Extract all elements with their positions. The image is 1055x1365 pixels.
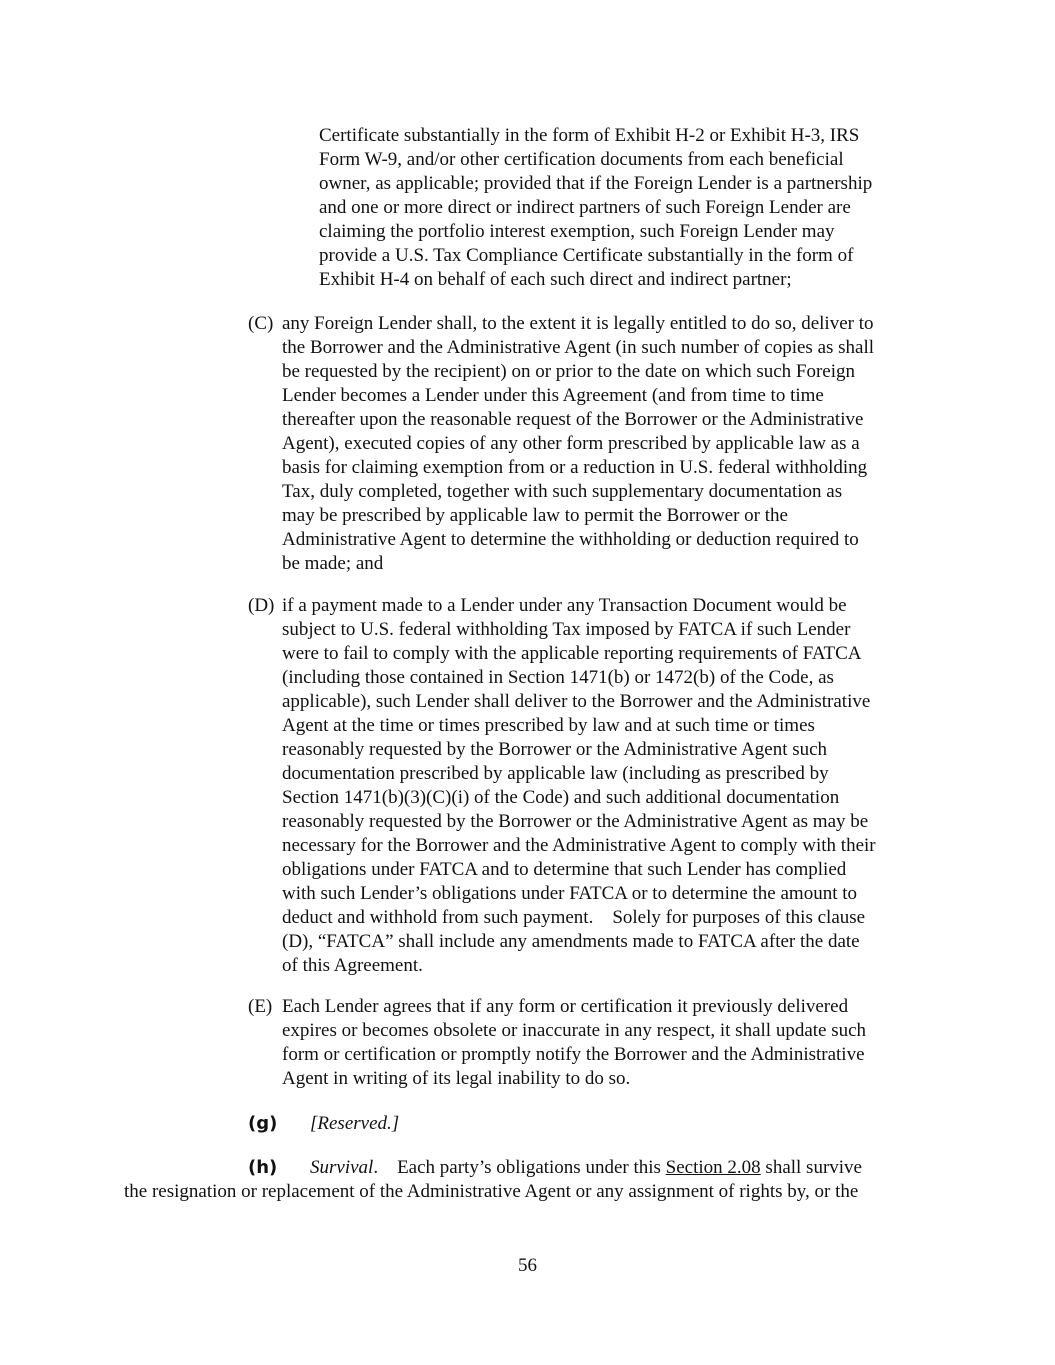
clause-body <box>282 594 933 978</box>
text-line: form or certification or promptly notify the Borrower and the Administrative <box>282 1044 865 1065</box>
continuation-paragraph <box>319 124 919 292</box>
text-line: Tax, duly completed, together with such supplementary documentation as <box>282 481 843 502</box>
text-line: reasonably requested by the Borrower or the Administrative Agent as may be <box>282 811 869 832</box>
section-g-text: [Reserved.] <box>310 1113 400 1134</box>
text-line: documentation prescribed by applicable law (including as prescribed by <box>282 763 829 784</box>
section-h <box>248 1156 862 1180</box>
text-line: Form W-9, and/or other certification documents from each beneficial <box>319 149 844 170</box>
text-line: Administrative Agent to determine the withholding or deduction required to <box>282 529 859 550</box>
clause-label: (E) <box>248 996 273 1017</box>
text-line: any Foreign Lender shall, to the extent it is legally entitled to do so, deliver to <box>282 313 874 334</box>
text-line: Lender becomes a Lender under this Agreement (and from time to time <box>282 385 824 406</box>
text-line: obligations under FATCA and to determine that such Lender has complied <box>282 859 847 880</box>
text-line: and one or more direct or indirect partners of such Foreign Lender are <box>319 197 851 218</box>
text-line: subject to U.S. federal withholding Tax imposed by FATCA if such Lender <box>282 619 851 640</box>
text-line: Section 1471(b)(3)(C)(i) of the Code) and such additional documentation <box>282 787 840 808</box>
text-line: Agent in writing of its legal inability to do so. <box>282 1068 631 1089</box>
clause-body <box>282 312 933 576</box>
text-line: of this Agreement. <box>282 955 423 976</box>
text-line: with such Lender’s obligations under FATCA or to determine the amount to <box>282 883 858 904</box>
section-g <box>248 1112 399 1136</box>
text-line: if a payment made to a Lender under any Transaction Document would be <box>282 595 847 616</box>
section-reference-link[interactable]: Section 2.08 <box>665 1157 761 1178</box>
text-line: reasonably requested by the Borrower or the Administrative Agent such <box>282 739 828 760</box>
clause-item-e <box>248 995 933 1091</box>
text-line: expires or becomes obsolete or inaccurate in any respect, it shall update such <box>282 1020 867 1041</box>
section-h-title: Survival <box>310 1157 374 1178</box>
text-line: (D), “FATCA” shall include any amendments made to FATCA after the date <box>282 931 860 952</box>
section-label: (h) <box>248 1157 278 1178</box>
text-line: necessary for the Borrower and the Administrative Agent to comply with their <box>282 835 876 856</box>
text-line: claiming the portfolio interest exemption, such Foreign Lender may <box>319 221 835 242</box>
text-line: Each Lender agrees that if any form or certification it previously delivered <box>282 996 849 1017</box>
text-line: thereafter upon the reasonable request of the Borrower or the Administrative <box>282 409 864 430</box>
text-line: be made; and <box>282 553 384 574</box>
section-h-text: Each party’s obligations under this <box>378 1157 666 1178</box>
text-line: were to fail to comply with the applicable reporting requirements of FATCA <box>282 643 862 664</box>
text-line: the Borrower and the Administrative Agent (in such number of copies as shall <box>282 337 875 358</box>
text-line: Certificate substantially in the form of Exhibit H-2 or Exhibit H-3, IRS <box>319 125 860 146</box>
text-line: Exhibit H-4 on behalf of each such direct and indirect partner; <box>319 269 792 290</box>
text-line: may be prescribed by applicable law to permit the Borrower or the <box>282 505 788 526</box>
section-label: (g) <box>248 1113 278 1134</box>
clause-body <box>282 995 933 1091</box>
clause-label: (D) <box>248 595 275 616</box>
clause-item-d <box>248 594 933 978</box>
text-line: applicable), such Lender shall deliver to the Borrower and the Administrative <box>282 691 871 712</box>
text-line: deduct and withhold from such payment. Solely for purposes of this clause <box>282 907 866 928</box>
clause-label: (C) <box>248 313 274 334</box>
text-line: provide a U.S. Tax Compliance Certificate substantially in the form of <box>319 245 854 266</box>
text-line: owner, as applicable; provided that if the Foreign Lender is a partnership <box>319 173 873 194</box>
text-line: (including those contained in Section 1471(b) or 1472(b) of the Code, as <box>282 667 834 688</box>
page-number: 56 <box>518 1255 537 1276</box>
section-h-continuation: the resignation or replacement of the Administrative Agent or any assignment of rights by, or the <box>124 1181 859 1202</box>
section-h-title-punct: . <box>373 1157 379 1178</box>
section-h-text-after: shall survive <box>760 1157 862 1178</box>
text-line: be requested by the recipient) on or prior to the date on which such Foreign <box>282 361 855 382</box>
clause-item-c <box>248 312 933 576</box>
text-line: Agent), executed copies of any other form prescribed by applicable law as a <box>282 433 860 454</box>
text-line: Agent at the time or times prescribed by law and at such time or times <box>282 715 815 736</box>
text-line: basis for claiming exemption from or a reduction in U.S. federal withholding <box>282 457 868 478</box>
